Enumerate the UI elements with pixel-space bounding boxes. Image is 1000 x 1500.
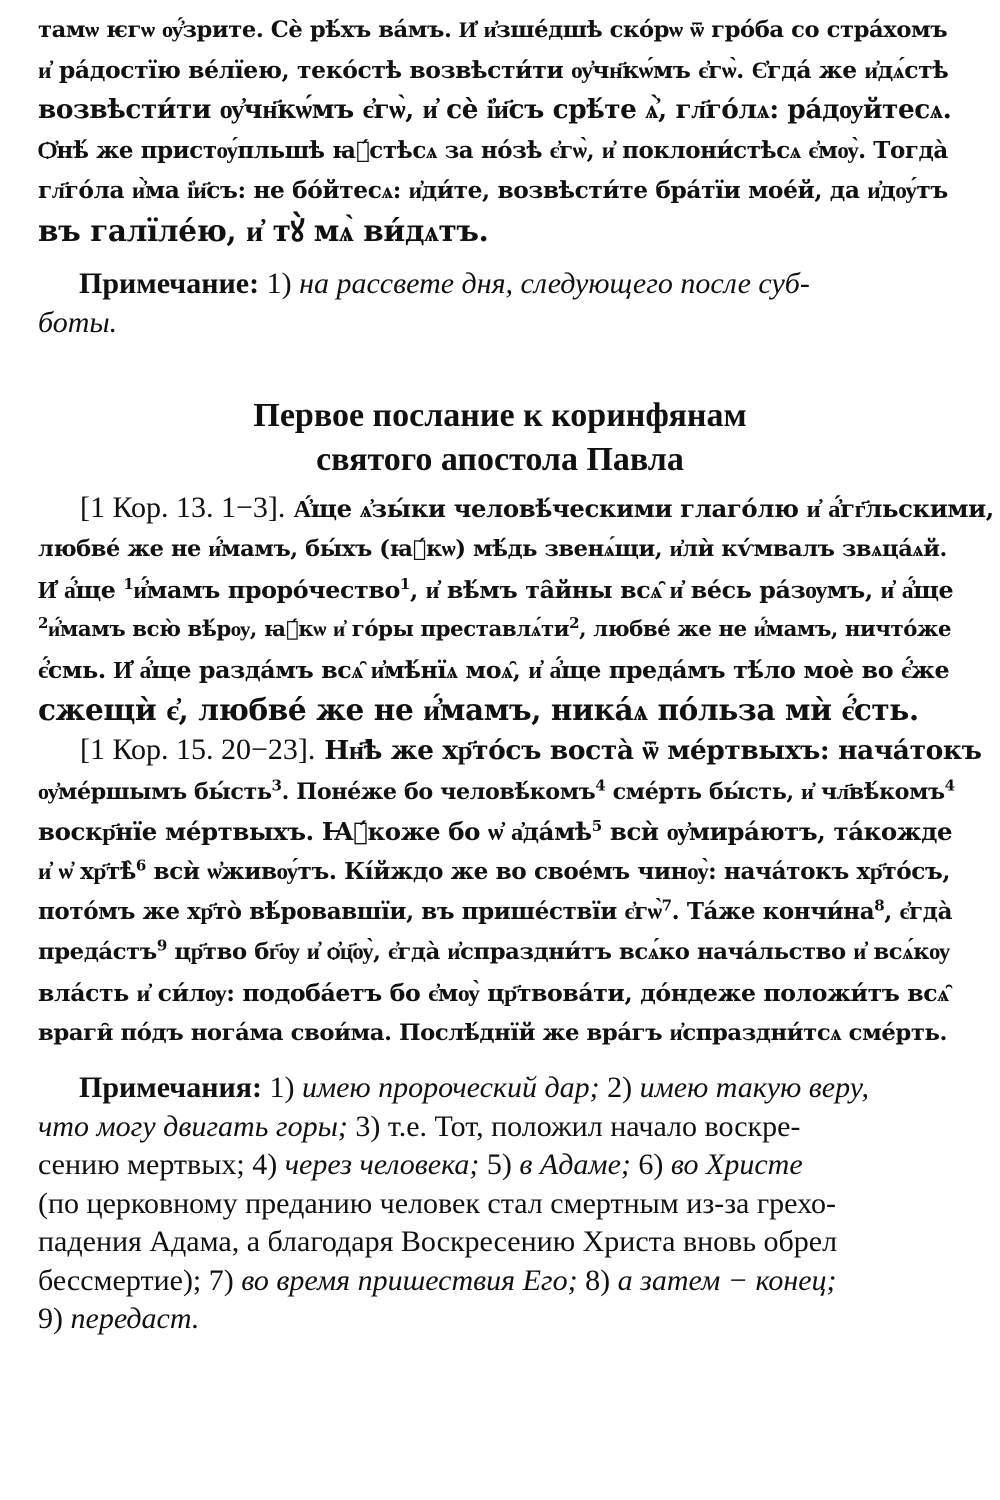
scripture-reference: [1 Кор. 13. 1−3]. — [80, 491, 286, 525]
slavonic-text: и҆ ѡ҆ хр҃тѣ̀ — [38, 858, 136, 886]
note-text: имею такую веру, — [639, 1071, 870, 1105]
slavonic-line: любве́ же не и҆́мамъ, бы́хъ (ꙗ҆́кѡ) мѣ́дь звенѧ́щи, и҆лѝ кѵ́мвалъ звѧца́ѧй. — [38, 536, 947, 563]
footnote-marker: 1 — [399, 574, 410, 593]
note-number: 5) — [486, 1148, 512, 1182]
footnote-marker: 3 — [271, 776, 282, 795]
slavonic-line: и҆ ра́достїю ве́лїею, теко́стѣ возвѣсти́ти ѹ҆чн҃кѡ́мъ є҆гѡ̀. Є҆гда́ же и҆дѧ́стѣ — [38, 56, 949, 85]
footnote-marker: 7 — [661, 896, 672, 915]
footnote-marker: 9 — [156, 936, 167, 955]
note-number: 3) — [355, 1109, 381, 1143]
note-text: т.е. Тот, положил начало воскре- — [387, 1109, 801, 1143]
slavonic-text: . Та́же кончи́на — [671, 898, 875, 926]
note-text: (по церковному преданию человек стал смертным из-за грехо- — [38, 1186, 836, 1220]
note-number: 6) — [638, 1148, 664, 1182]
slavonic-line: є҆́смь. И҆ а҆́ще разда́мъ всѧ̑ и҆мѣ́нїѧ моѧ̑, и҆ а҆́ще преда́мъ тѣ́ло моѐ во є҆́же — [38, 656, 950, 685]
note-number: 7) — [208, 1263, 234, 1297]
footnote-marker: 2 — [38, 613, 49, 632]
footnote-marker: 5 — [591, 816, 602, 835]
epistle-reading-2 — [38, 730, 982, 1053]
footnote-marker: 2 — [569, 613, 580, 632]
footnote-marker: 4 — [944, 776, 955, 795]
footnote-marker: 6 — [135, 856, 146, 875]
slavonic-text: , любве́ же не и҆́мамъ, ничто́же — [579, 616, 952, 642]
epistle-reading-1 — [38, 488, 994, 730]
note-text: в Адаме; — [519, 1148, 631, 1182]
slavonic-line: вла́сть и҆ си́лѹ: подоба́етъ бо є҆мѹ̀ цр҃твова́ти, до́ндеже положи́тъ всѧ̑ — [38, 978, 949, 1007]
note-number: 1) — [266, 267, 292, 301]
note-text: что могу двигать горы; — [38, 1109, 348, 1143]
footnote-marker: 4 — [595, 776, 606, 795]
gospel-excerpt — [38, 0, 962, 251]
section-subtitle: святого апостола Павла — [316, 441, 684, 479]
note-label: Примечание: — [79, 267, 260, 301]
note-text: боты. — [38, 305, 118, 339]
slavonic-text: , и҆ вѣ́мъ та̑йны всѧ̑ и҆ ве́сь ра́зѹмъ, и҆ а҆́ще — [409, 575, 954, 604]
note-text: сению мертвых; — [38, 1148, 245, 1182]
note-number: 8) — [585, 1263, 611, 1297]
section-title: Первое послание к коринфянам — [253, 397, 747, 435]
slavonic-text: ѹ҆ме́ршымъ бы́сть — [38, 778, 272, 805]
epistle-heading — [38, 394, 962, 482]
note-text: бессмертие); — [38, 1263, 202, 1297]
slavonic-text: А҆́ще ѧ҆зы́ки человѣ́ческими глаго́лю и҆ а҆́гг҃льскими, — [293, 494, 994, 524]
note-text: падения Адама, а благодаря Воскресению Христа вновь обрел — [38, 1225, 838, 1259]
note-text: во Христе — [670, 1148, 803, 1182]
slavonic-text: всѝ ѹ҆мира́ютъ, та́кожде — [601, 816, 953, 846]
footnote-marker: 8 — [874, 896, 885, 915]
note-number: 4) — [252, 1148, 278, 1182]
slavonic-text: Нн҃ѣ же хр҃то́съ воста̀ ѿ ме́ртвыхъ: нача́токъ — [324, 735, 982, 767]
footnote-marker: 1 — [123, 574, 134, 593]
note-text: во время пришествия Его; — [241, 1263, 578, 1297]
note-number: 9) — [38, 1302, 63, 1336]
epistle-notes — [38, 1069, 962, 1339]
note-number: 2) — [607, 1071, 633, 1105]
note-text: на рассвете дня, следующего после суб- — [299, 267, 810, 301]
slavonic-line: тамѡ ѥгѡ ѹ҆́зрите. Сѐ рѣ́хъ ва́мъ. И҆ и҆зше́дшѣ ско́рѡ ѿ гро́ба со стра́хомъ — [38, 17, 948, 43]
note-text: а затем − конец; — [617, 1263, 837, 1297]
slavonic-text: всѝ ѡ҆живѹ́тъ. Кі́йждо же во свое́мъ чинѹ̀: нача́токъ хр҃то́съ, — [145, 858, 951, 886]
slavonic-line: Ѻ҆нѣ́ же пристѹ́пльшѣ ꙗ҆́стѣсѧ за но́зѣ є҆гѡ̀, и҆ поклони́стѣсѧ є҆мѹ̀. Тогда̀ — [38, 136, 948, 164]
slavonic-text: и҆́мамъ всю̀ вѣ́рѹ, ꙗ҆́кѡ и҆ го́ры преставлѧ́ти — [48, 616, 570, 642]
slavonic-line: возвѣсти́ти ѹ҆чн҃кѡ́мъ є҆гѡ̀, и҆ сѐ і҆и҃съ срѣ́те ѧ҆̀, гл҃го́лѧ: ра́дѹйтесѧ. — [38, 94, 952, 126]
slavonic-line: враги̑ по́дъ нога́ма свои́ма. Послѣ́днїй же вра́гъ и҆спраздни́тсѧ сме́рть. — [38, 1019, 948, 1046]
note-label: Примечания: — [79, 1071, 263, 1105]
slavonic-text: пото́мъ же хр҃то̀ вѣ́ровавшїи, въ прише́ствїи є҆гѡ̀ — [38, 898, 662, 926]
slavonic-text: преда́стъ — [38, 939, 157, 966]
slavonic-text: и҆́мамъ проро́чество — [133, 575, 400, 604]
slavonic-line: сжещѝ є҆, любве́ же не и҆́мамъ, ника́ѧ по́льза мѝ є҆́сть. — [38, 692, 919, 728]
scripture-reference: [1 Кор. 15. 20−23]. — [80, 733, 316, 767]
slavonic-text: сме́рть бы́сть, и҆ чл҃вѣ́комъ — [605, 778, 945, 805]
slavonic-text: . Поне́же бо человѣ́комъ — [281, 778, 596, 805]
slavonic-line: въ галїле́ю, и҆ тꙋ̀ мѧ̀ ви́дѧтъ. — [38, 213, 489, 249]
note-text: передаст. — [70, 1302, 200, 1336]
slavonic-text: цр҃тво бг҃ѹ и҆ ѻ҆ц҃ѹ̀, є҆гда̀ и҆спраздни́тъ всѧ́ко нача́льство и҆ всѧ́кѹ — [166, 939, 950, 966]
note-number: 1) — [269, 1071, 295, 1105]
note-text: имею пророческий дар; — [302, 1071, 600, 1105]
slavonic-text: , є҆гда̀ — [884, 898, 953, 926]
note-text: через человека; — [284, 1148, 480, 1182]
slavonic-text: воскр҃нїе ме́ртвыхъ. Ꙗ҆́коже бо ѡ҆ а҆да́мѣ — [38, 816, 592, 846]
slavonic-text: И҆ а҆́ще — [38, 575, 116, 604]
gospel-note — [38, 265, 962, 304]
slavonic-line: гл҃го́ла и҆̀ма і҆и҃съ: не бо́йтесѧ: и҆ди́те, возвѣсти́те бра́тїи мое́й, да и҆дѹ́тъ — [38, 176, 948, 204]
